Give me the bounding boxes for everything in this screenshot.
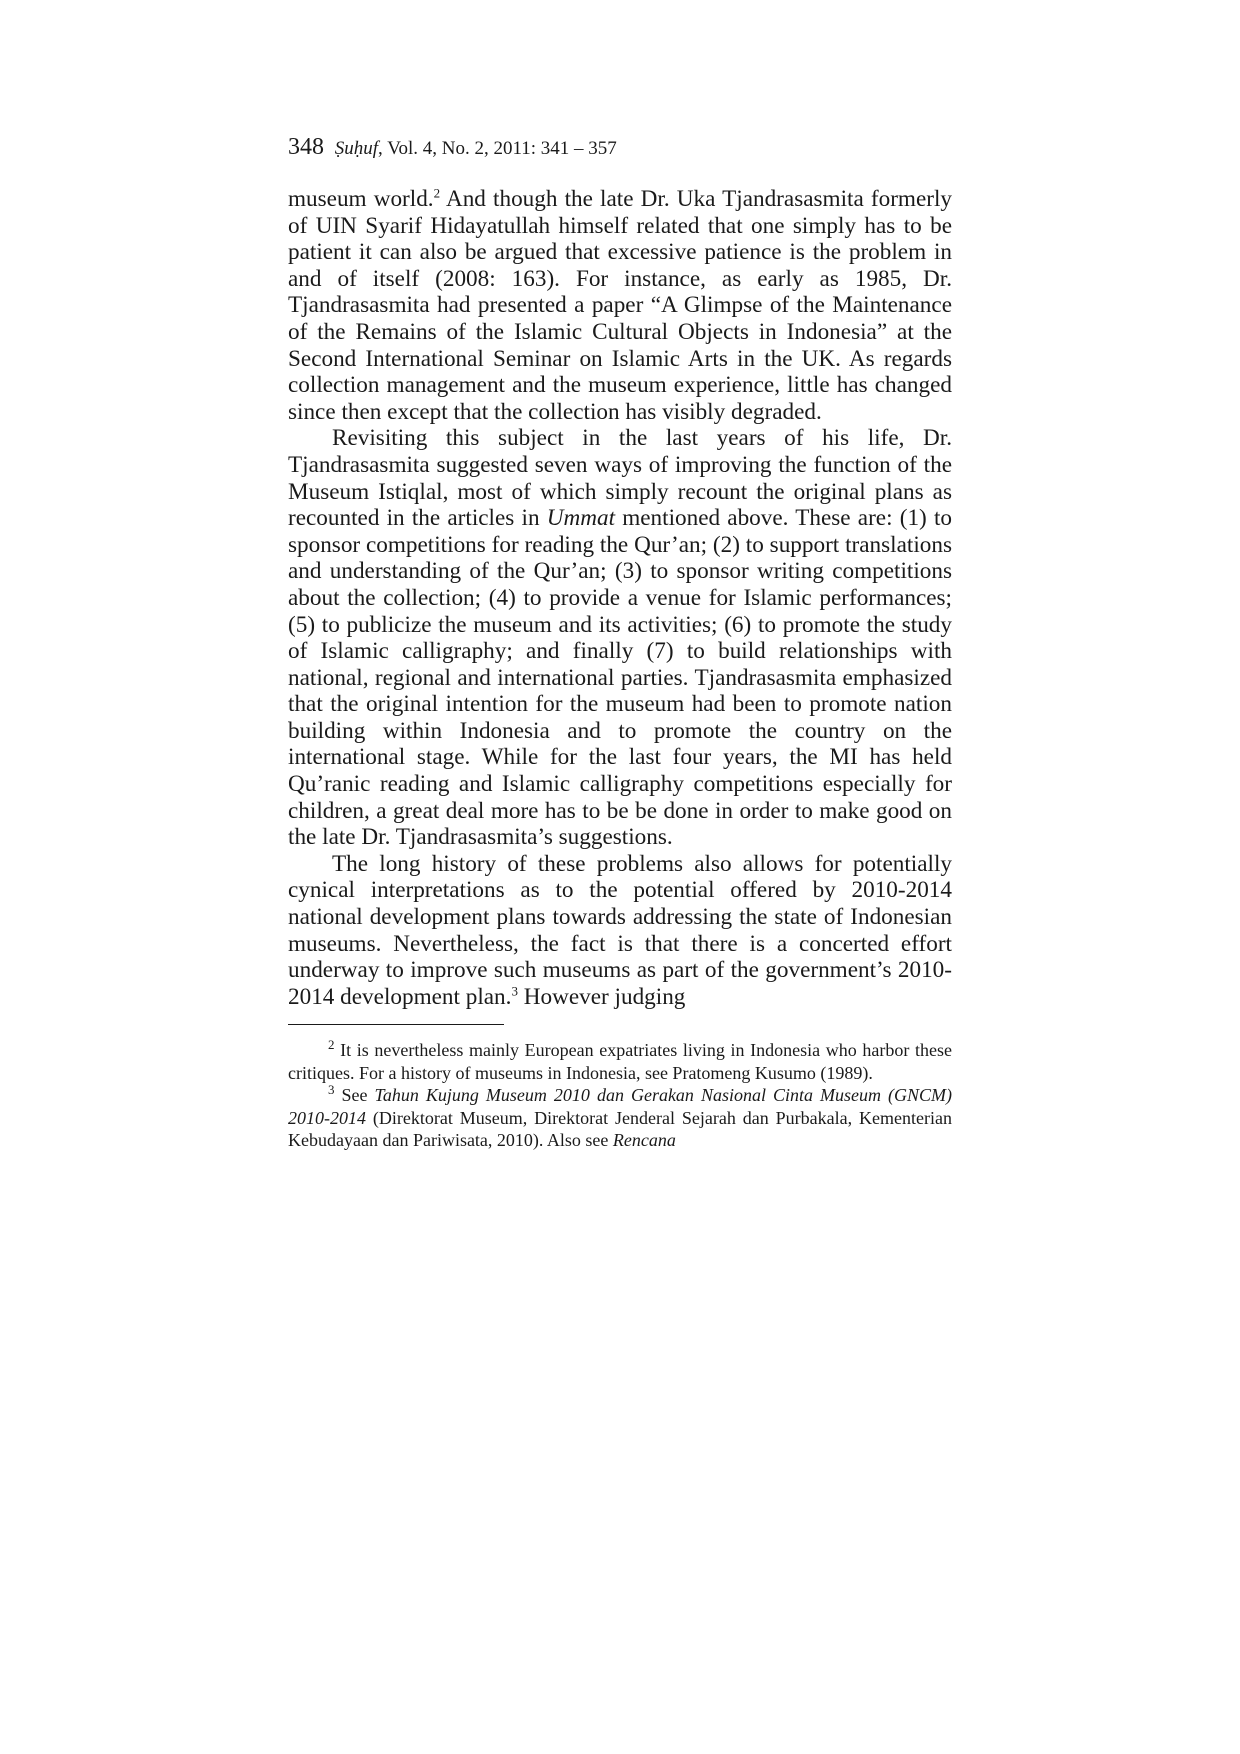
paragraph-2-text-b: mentioned above. These are: (1) to sponsor competitions for reading the Qur’an; (2) to support translations and understanding of the Qur’an; (3) to sponsor writing competitions about the collection; (4) to provide a venue for Islamic performances; (5) to publicize the museum and its activities; (6) to promote the study of Islamic calligraphy; and finally (7) to build relationships with national, regional and international parties. Tjandrasasmita emphasized that the original intention for the museum had been to promote nation building within Indonesia and to promote the country on the international stage. While for the last four years, the MI has held Qu’ranic reading and Islamic calligraphy competitions especially for children, a great deal more has to be be done in order to make good on the late Dr. Tjandrasasmita’s suggestions. bbox=[288, 505, 952, 851]
paragraph-2 bbox=[288, 425, 952, 851]
footnote-2-number: 2 bbox=[328, 1037, 335, 1053]
paragraph-2-italic: Ummat bbox=[546, 505, 616, 532]
footnote-3 bbox=[288, 1084, 952, 1152]
footnote-2-text: It is nevertheless mainly European expatriates living in Indonesia who harbor these critiques. For a history of museums in Indonesia, see Pratomeng Kusumo (1989). bbox=[288, 1040, 952, 1083]
journal-title: Ṣuḥuf bbox=[334, 138, 379, 159]
journal-page bbox=[288, 136, 952, 1152]
footnote-3-text-a: See bbox=[334, 1085, 375, 1106]
paragraph-3-text-b: However judging bbox=[517, 983, 686, 1010]
footnotes bbox=[288, 1039, 952, 1152]
footnote-divider bbox=[288, 1024, 504, 1025]
footnote-3-italic-rencana: Rencana bbox=[612, 1130, 676, 1151]
footnote-ref-2: 2 bbox=[433, 185, 441, 201]
paragraph-1 bbox=[288, 186, 952, 425]
footnote-2 bbox=[288, 1039, 952, 1084]
paragraph-1-text-b: And though the late Dr. Uka Tjandrasasmita formerly of UIN Syarif Hidayatullah himself related that one simply has to be patient it can also be argued that excessive patience is the problem in and of itself (2008: 163). For instance, as early as 1985, Dr. Tjandrasasmita had presented a paper “A Glimpse of the Maintenance of the Remains of the Islamic Cultural Objects in Indonesia” at the Second International Seminar on Islamic Arts in the UK. As regards collection management and the museum experience, little has changed since then except that the collection has visibly degraded. bbox=[288, 186, 953, 425]
running-head bbox=[288, 136, 952, 160]
footnote-3-italic-title: Tahun Kujung Museum 2010 dan Gerakan Nasional Cinta Museum (GNCM) 2010-2014 bbox=[288, 1085, 952, 1128]
paragraph-1-text-a: museum world. bbox=[288, 186, 434, 212]
footnote-3-number: 3 bbox=[328, 1082, 335, 1098]
journal-citation: , Vol. 4, No. 2, 2011: 341 – 357 bbox=[378, 138, 617, 159]
body-text bbox=[288, 186, 952, 1010]
paragraph-3 bbox=[288, 851, 952, 1011]
page-number: 348 bbox=[288, 134, 324, 160]
paragraph-2-text-a: Revisiting this subject in the last years of his life, Dr. Tjandrasasmita suggested seven ways of improving the function of the Museum Istiqlal, most of which simply recount the original plans as recounted in the articles in bbox=[288, 425, 952, 532]
footnote-3-text-b: (Direktorat Museum, Direktorat Jenderal Sejarah dan Purbakala, Kementerian Kebudayaan dan Pariwisata, 2010). Also see bbox=[288, 1107, 952, 1151]
paragraph-3-text-a: The long history of these problems also allows for potentially cynical interpretations as to the potential offered by 2010-2014 national development plans towards addressing the state of Indonesian museums. Nevertheless, the fact is that there is a concerted effort underway to improve such museums as part of the government’s 2010-2014 development plan. bbox=[288, 850, 952, 1010]
footnote-ref-3: 3 bbox=[511, 983, 518, 999]
